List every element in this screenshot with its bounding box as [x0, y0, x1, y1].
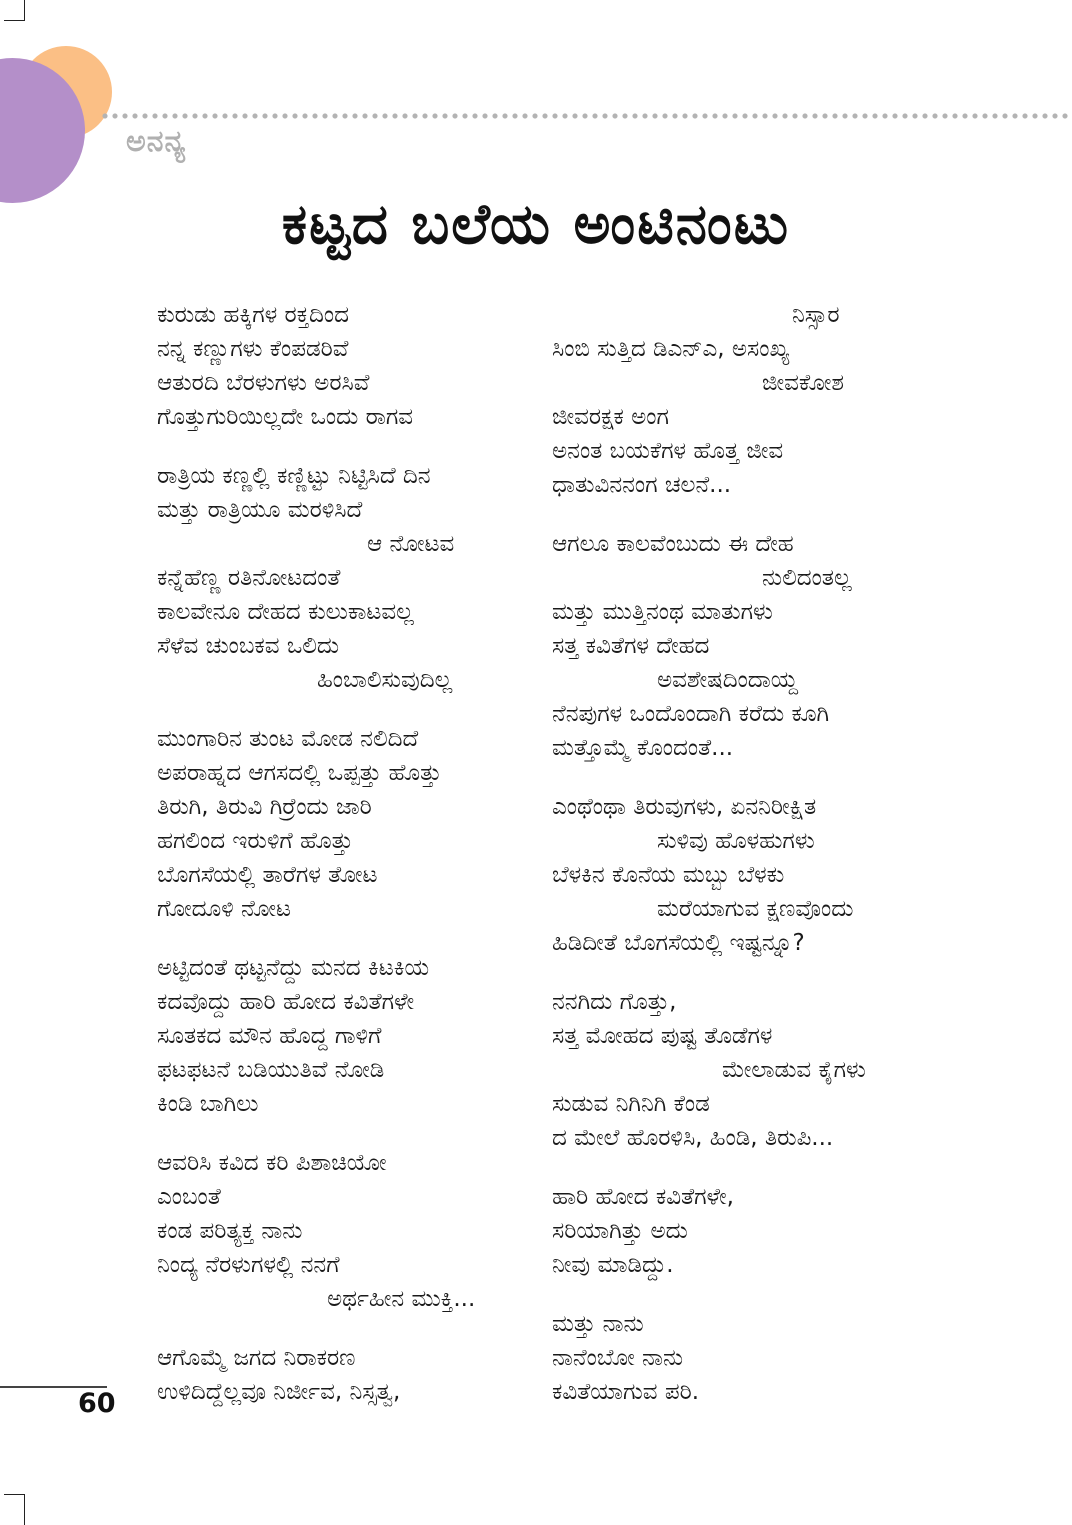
- poem-line: ಕವಿತೆಯಾಗುವ ಪರಿ.: [552, 1379, 700, 1405]
- poem-line: ಸತ್ತ ಮೋಹದ ಪುಷ್ಟ ತೊಡೆಗಳ: [552, 1023, 773, 1049]
- poem-line: ಅನಂತ ಬಯಕೆಗಳ ಹೊತ್ತ ಜೀವ: [552, 438, 784, 464]
- poem-line: ಕದವೊದ್ದು ಹಾರಿ ಹೋದ ಕವಿತೆಗಳೇ: [157, 989, 415, 1015]
- poem-line: ಅಪರಾಹ್ನದ ಆಗಸದಲ್ಲಿ ಒಪ್ಪತ್ತು ಹೊತ್ತು: [157, 760, 442, 786]
- stanza: [552, 298, 912, 502]
- poem-column-left: [157, 298, 507, 1434]
- stanza: [552, 1307, 912, 1409]
- poem-line: ಮೇಲಾಡುವ ಕೈಗಳು: [722, 1057, 866, 1083]
- poem-line: ಕಾಲವೇನೂ ದೇಹದ ಕುಲುಕಾಟವಲ್ಲ: [157, 599, 414, 625]
- poem-line: ಕುರುಡು ಹಕ್ಕಿಗಳ ರಕ್ತದಿಂದ: [157, 302, 349, 328]
- poem-line: ಬೆಳಕಿನ ಕೊನೆಯ ಮಬ್ಬು ಬೆಳಕು: [552, 862, 785, 888]
- poem-line: ನನ್ನ ಕಣ್ಣುಗಳು ಕೆಂಪಡರಿವೆ: [157, 336, 349, 362]
- poem-line: ಸತ್ತ ಕವಿತೆಗಳ ದೇಹದ: [552, 633, 710, 659]
- poem-line: ಸರಿಯಾಗಿತ್ತು ಅದು: [552, 1218, 688, 1244]
- poem-line: ಹಿಂಬಾಲಿಸುವುದಿಲ್ಲ: [317, 667, 453, 693]
- poem-line: ಜೀವರಕ್ಷಕ ಅಂಗ: [552, 404, 669, 430]
- poem-line: ನಾನೆಂಬೋ ನಾನು: [552, 1345, 684, 1371]
- poem-line: ನನಗಿದು ಗೊತ್ತು,: [552, 989, 677, 1015]
- poem-line: ನುಲಿದಂತಲ್ಲ: [762, 565, 852, 591]
- poem-line: ಹಾರಿ ಹೋದ ಕವಿತೆಗಳೇ,: [552, 1184, 734, 1210]
- section-label: ಅನನ್ಯ: [126, 124, 187, 159]
- stanza: [157, 1341, 507, 1409]
- poem-line: ಹಿಡಿದೀತೆ ಬೊಗಸೆಯಲ್ಲಿ ಇಷ್ಟನ್ನೂ?: [552, 930, 805, 956]
- poem-line: ಎಂಥೆಂಥಾ ತಿರುವುಗಳು, ಏನನಿರೀಕ್ಷಿತ: [552, 794, 817, 820]
- poem-line: ತಿರುಗಿ, ತಿರುವಿ ಗಿರ್ರೆಂದು ಜಾರಿ: [157, 794, 372, 820]
- poem-title: ಕಟ್ಟದ ಬಲೆಯ ಅಂಟಿನಂಟು: [281, 192, 791, 257]
- poem-line: ಸಿಂಬಿ ಸುತ್ತಿದ ಡಿಎನ್ಎ, ಅಸಂಖ್ಯ: [552, 336, 790, 362]
- stanza: [157, 722, 507, 926]
- poem-line: ಸೆಳೆವ ಚುಂಬಕವ ಒಲಿದು: [157, 633, 340, 659]
- poem-line: ಬೊಗಸೆಯಲ್ಲಿ ತಾರೆಗಳ ತೋಟ: [157, 862, 378, 888]
- poem-line: ನಿಸ್ಸಾರ: [792, 302, 840, 328]
- poem-line: ಜೀವಕೋಶ: [762, 370, 845, 396]
- poem-line: ಆಗೊಮ್ಮೆ ಜಗದ ನಿರಾಕರಣ: [157, 1345, 356, 1371]
- crop-mark-top: [4, 0, 25, 21]
- poem-line: ಆ ನೋಟವ: [367, 531, 455, 557]
- crop-mark-bottom: [4, 1494, 25, 1525]
- poem-line: ಅರ್ಥಹೀನ ಮುಕ್ತಿ...: [327, 1286, 476, 1312]
- stanza: [157, 1146, 507, 1316]
- poem-line: ಆತುರದಿ ಬೆರಳುಗಳು ಅರಸಿವೆ: [157, 370, 370, 396]
- poem-line: ಮತ್ತು ಮುತ್ತಿನಂಥ ಮಾತುಗಳು: [552, 599, 773, 625]
- poem-line: ನೀವು ಮಾಡಿದ್ದು.: [552, 1252, 674, 1278]
- poem-line: ಫಟಫಟನೆ ಬಡಿಯುತಿವೆ ನೋಡಿ: [157, 1057, 385, 1083]
- poem-line: ಸೂತಕದ ಮೌನ ಹೊದ್ದ ಗಾಳಿಗೆ: [157, 1023, 382, 1049]
- poem-line: ಮತ್ತೊಮ್ಮೆ ಕೊಂದಂತೆ...: [552, 735, 734, 761]
- stanza: [157, 298, 507, 434]
- poem-line: ಕಿಂಡಿ ಬಾಗಿಲು: [157, 1091, 259, 1117]
- poem-line: ಸುಳಿವು ಹೊಳಹುಗಳು: [657, 828, 815, 854]
- poem-line: ಕನ್ನೆಹೆಣ್ಣ ರತಿನೋಟದಂತೆ: [157, 565, 341, 591]
- poem-line: ಮರೆಯಾಗುವ ಕ್ಷಣವೊಂದು: [657, 896, 854, 922]
- stanza: [552, 790, 912, 960]
- poem-line: ರಾತ್ರಿಯ ಕಣ್ಣಲ್ಲಿ ಕಣ್ಣಿಟ್ಟು ನಿಟ್ಟಿಸಿದೆ ದಿನ: [157, 463, 431, 489]
- poem-line: ಎಂಬಂತೆ: [157, 1184, 221, 1210]
- page-number: 60: [78, 1388, 116, 1419]
- stanza: [157, 459, 507, 697]
- poem-line: ಮತ್ತು ರಾತ್ರಿಯೂ ಮರಳಿಸಿದೆ: [157, 497, 363, 523]
- stanza: [157, 951, 507, 1121]
- poem-line: ಆವರಿಸಿ ಕವಿದ ಕರಿ ಪಿಶಾಚಿಯೋ: [157, 1150, 387, 1176]
- poem-line: ಗೊತ್ತುಗುರಿಯಿಲ್ಲದೇ ಒಂದು ರಾಗವ: [157, 404, 414, 430]
- poem-line: ಮತ್ತು ನಾನು: [552, 1311, 644, 1337]
- poem-line: ದ ಮೇಲೆ ಹೊರಳಿಸಿ, ಹಿಂಡಿ, ತಿರುಪಿ...: [552, 1125, 834, 1151]
- poem-line: ಸುಡುವ ನಿಗಿನಿಗಿ ಕೆಂಡ: [552, 1091, 710, 1117]
- poem-line: ಕಂಡ ಪರಿತ್ಯಕ್ತ ನಾನು: [157, 1218, 303, 1244]
- dotted-divider: [100, 112, 1072, 120]
- poem-line: ಅವಶೇಷದಿಂದಾಯ್ದ: [657, 667, 798, 693]
- poem-line: ಅಟ್ಟಿದಂತೆ ಥಟ್ಟನೆದ್ದು ಮನದ ಕಿಟಕಿಯ: [157, 955, 430, 981]
- stanza: [552, 527, 912, 765]
- poem-line: ಧಾತುವಿನನಂಗ ಚಲನೆ...: [552, 472, 732, 498]
- poem-line: ಹಗಲಿಂದ ಇರುಳಿಗೆ ಹೊತ್ತು: [157, 828, 354, 854]
- stanza: [552, 985, 912, 1155]
- poem-line: ಮುಂಗಾರಿನ ತುಂಟ ಮೋಡ ನಲಿದಿದೆ: [157, 726, 419, 752]
- poem-column-right: [552, 298, 912, 1434]
- poem-line: ಆಗಲೂ ಕಾಲವೆಂಬುದು ಈ ದೇಹ: [552, 531, 794, 557]
- poem-line: ಉಳಿದಿದ್ದೆಲ್ಲವೂ ನಿರ್ಜೀವ, ನಿಸ್ಸತ್ವ,: [157, 1379, 401, 1405]
- poem-line: ಗೋದೂಳಿ ನೋಟ: [157, 896, 292, 922]
- poem-line: ನಿಂದ್ಯ ನೆರಳುಗಳಲ್ಲಿ ನನಗೆ: [157, 1252, 340, 1278]
- poem-line: ನೆನಪುಗಳ ಒಂದೊಂದಾಗಿ ಕರೆದು ಕೂಗಿ: [552, 701, 830, 727]
- stanza: [552, 1180, 912, 1282]
